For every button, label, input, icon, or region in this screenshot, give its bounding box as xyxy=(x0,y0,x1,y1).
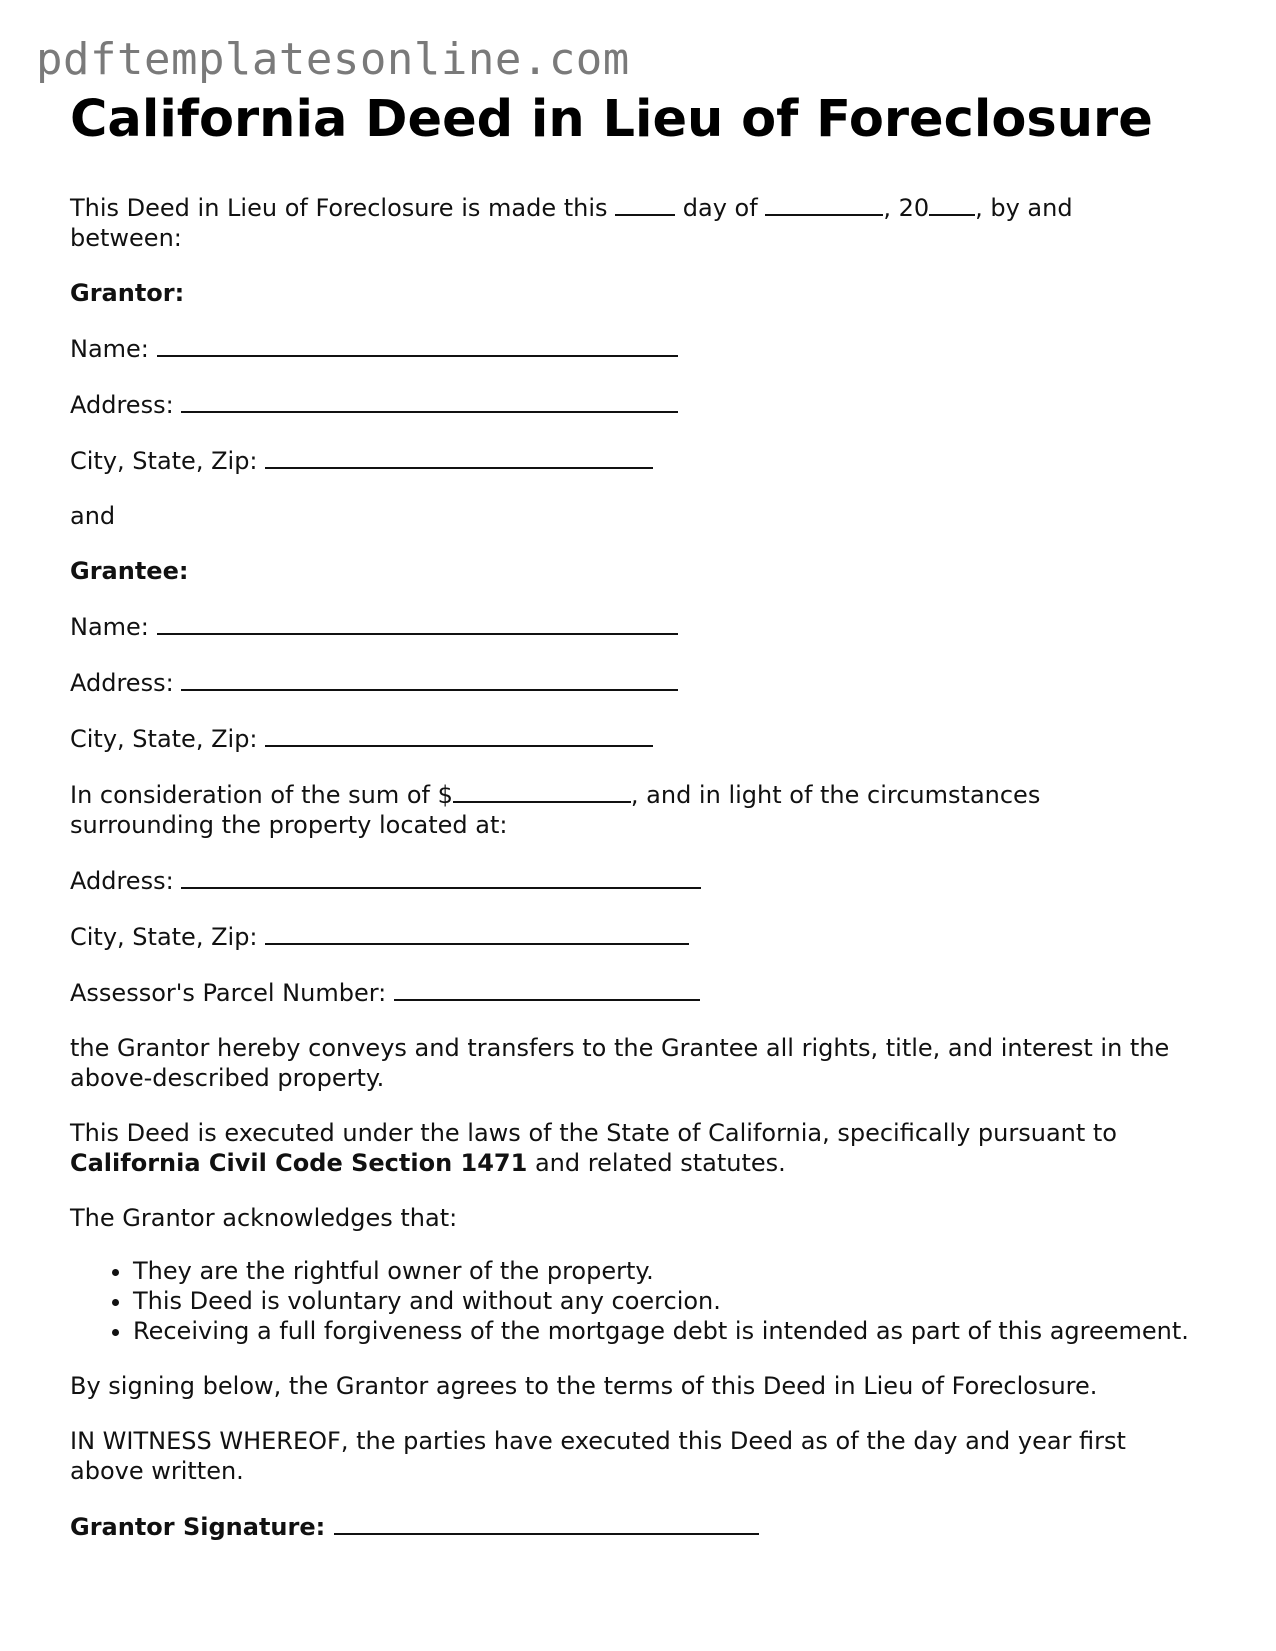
intro-text-2: day of xyxy=(675,194,766,222)
grantor-address-label: Address: xyxy=(70,391,174,419)
property-apn-label: Assessor's Parcel Number: xyxy=(70,979,387,1007)
intro-text-1: This Deed in Lieu of Foreclosure is made this xyxy=(70,194,616,222)
witness-paragraph: IN WITNESS WHEREOF, the parties have executed this Deed as of the day and year first above written. xyxy=(70,1427,1126,1485)
signature-line xyxy=(70,1511,1190,1542)
consideration-text-1: In consideration of the sum of $ xyxy=(70,781,453,809)
intro-paragraph xyxy=(70,192,1190,253)
watermark: pdftemplatesonline.com xyxy=(36,34,630,85)
grantee-heading: Grantee: xyxy=(70,557,189,585)
grantor-city-field[interactable] xyxy=(265,445,653,469)
document xyxy=(70,88,1190,1567)
grantor-city-line xyxy=(70,445,1190,476)
property-apn-line xyxy=(70,977,1190,1008)
grantor-city-label: City, State, Zip: xyxy=(70,447,258,475)
property-city-field[interactable] xyxy=(265,921,689,945)
property-city-line xyxy=(70,921,1190,952)
grantee-name-field[interactable] xyxy=(157,611,678,635)
law-text-2: and related statutes. xyxy=(527,1149,786,1177)
grantee-address-label: Address: xyxy=(70,669,174,697)
list-item: • They are the rightful owner of the property. xyxy=(133,1256,1190,1286)
law-paragraph xyxy=(70,1118,1190,1178)
property-city-label: City, State, Zip: xyxy=(70,923,258,951)
grantor-name-line xyxy=(70,333,1190,364)
intro-text-3: , 20 xyxy=(883,194,930,222)
grantee-name-label: Name: xyxy=(70,613,149,641)
conveyance-paragraph: the Grantor hereby conveys and transfers to the Grantee all rights, title, and interest in the above-described property. xyxy=(70,1034,1170,1092)
grantor-signature-field[interactable] xyxy=(334,1511,759,1535)
grantor-address-line xyxy=(70,389,1190,420)
grantee-address-field[interactable] xyxy=(181,667,678,691)
intro-text-4: , by and between: xyxy=(70,194,1073,252)
grantor-heading: Grantor: xyxy=(70,279,185,307)
civil-code-reference: California Civil Code Section 1471 xyxy=(70,1149,528,1177)
document-title: California Deed in Lieu of Foreclosure xyxy=(70,90,1153,149)
grantee-address-line xyxy=(70,667,1190,698)
property-apn-field[interactable] xyxy=(394,977,700,1001)
consideration-text-2: , and in light of the circumstances surrounding the property located at: xyxy=(70,781,1041,839)
grantee-city-label: City, State, Zip: xyxy=(70,725,258,753)
month-blank[interactable] xyxy=(765,192,883,216)
grantor-address-field[interactable] xyxy=(181,389,678,413)
grantor-name-label: Name: xyxy=(70,335,149,363)
consideration-amount-field[interactable] xyxy=(453,779,631,803)
acknowledgement-list xyxy=(70,1256,1190,1346)
year-blank[interactable] xyxy=(929,192,975,216)
property-address-field[interactable] xyxy=(181,865,701,889)
list-item: • This Deed is voluntary and without any coercion. xyxy=(133,1286,1190,1316)
law-text-1: This Deed is executed under the laws of the State of California, specifically pursuant to xyxy=(70,1119,1117,1147)
grantor-name-field[interactable] xyxy=(157,333,678,357)
signature-label: Grantor Signature: xyxy=(70,1513,326,1541)
day-blank[interactable] xyxy=(615,192,675,216)
consideration-paragraph xyxy=(70,779,1190,840)
acknowledges-text: The Grantor acknowledges that: xyxy=(70,1204,458,1232)
grantee-name-line xyxy=(70,611,1190,642)
property-address-line xyxy=(70,865,1190,896)
property-address-label: Address: xyxy=(70,867,174,895)
signing-paragraph: By signing below, the Grantor agrees to the terms of this Deed in Lieu of Foreclosure. xyxy=(70,1372,1098,1400)
grantee-city-field[interactable] xyxy=(265,723,653,747)
list-item: • Receiving a full forgiveness of the mortgage debt is intended as part of this agreement. xyxy=(133,1316,1190,1346)
and-text: and xyxy=(70,502,116,530)
grantee-city-line xyxy=(70,723,1190,754)
